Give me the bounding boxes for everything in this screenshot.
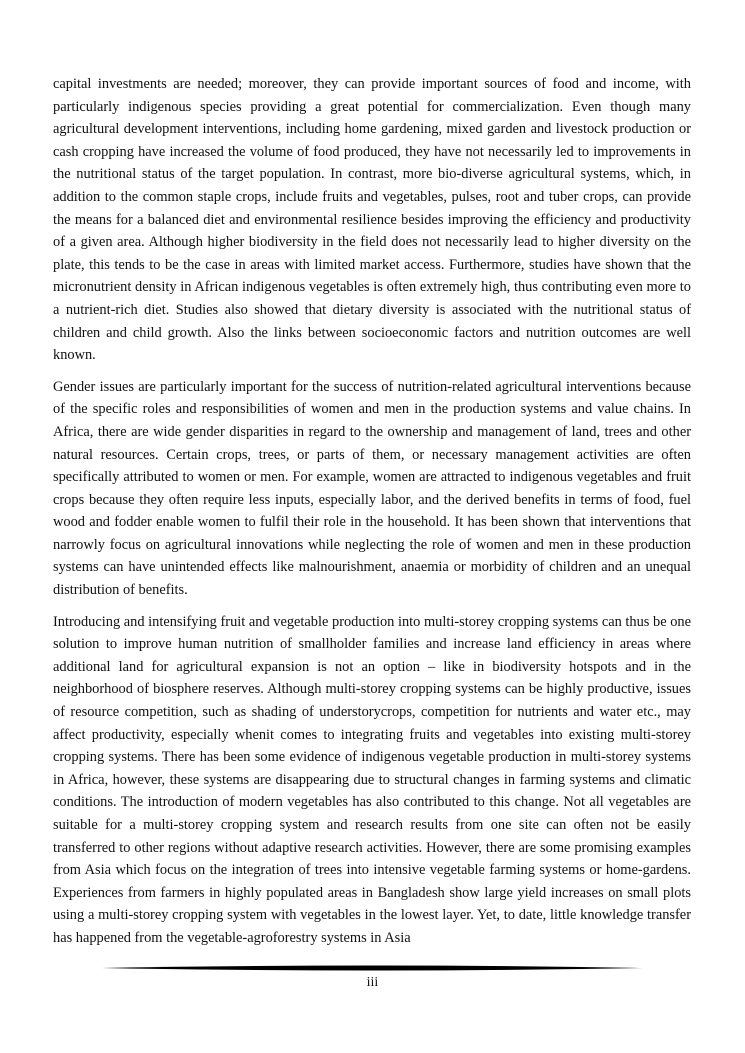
body-text (53, 73, 691, 959)
page-number: iii (366, 975, 379, 990)
paragraph-3: Introducing and intensifying fruit and vegetable production into multi-storey cropping systems can thus be one solution to improve human nutrition of smallholder families and increase land efficiency in areas where additional land for agricultural expansion is not an option – like in biodiversity hotspots and in the neighborhood of biosphere reserves. Although multi-storey cropping systems can be highly productive, issues of resource competition, such as shading of understorycrops, competition for nutrients and water etc., may affect productivity, especially whenit comes to integrating fruits and vegetables into existing multi-storey cropping systems. There has been some evidence of indigenous vegetable production in multi-storey systems in Africa, however, these systems are disappearing due to structural changes in farming systems and climatic conditions. The introduction of modern vegetables has also contributed to this change. Not all vegetables are suitable for a multi-storey cropping system and research results from one site can often not be easily transferred to other regions without adaptive research activities. However, there are some promising examples from Asia which focus on the integration of trees into intensive vegetable farming systems or home-gardens. Experiences from farmers in highly populated areas in Bangladesh show large yield increases on small plots using a multi-storey cropping system with vegetables in the lowest layer. Yet, to date, little knowledge transfer has happened from the vegetable-agroforestry systems in Asia (53, 613, 691, 946)
paragraph-2: Gender issues are particularly important for the success of nutrition-related agricultural interventions because of the specific roles and responsibilities of women and men in the production systems and value chains. In Africa, there are wide gender disparities in regard to the ownership and management of land, trees and other natural resources. Certain crops, trees, or parts of them, or necessary management activities are often specifically attributed to women or men. For example, women are attracted to indigenous vegetables and fruit crops because they often require less inputs, especially labor, and the derived benefits in terms of food, fuel wood and fodder enable women to fulfil their role in the household. It has been shown that interventions that narrowly focus on agricultural innovations while neglecting the role of women and men in these production systems can have unintended effects like malnourishment, anaemia or morbidity of children and an unequal distribution of benefits. (53, 378, 691, 599)
footer-rule-swell (102, 966, 642, 971)
paragraph-1: capital investments are needed; moreover, they can provide important sources of food and income, with particularly indigenous species providing a great potential for commercialization. Even though many agricultural development interventions, including home gardening, mixed garden and livestock production or cash cropping have increased the volume of food produced, they have not necessarily led to improvements in the nutritional status of the target population. In contrast, more bio-diverse agricultural systems, which, in addition to the common staple crops, include fruits and vegetables, pulses, root and tuber crops, can provide the means for a balanced diet and environmental resilience besides improving the efficiency and productivity of a given area. Although higher biodiversity in the field does not necessarily lead to higher diversity on the plate, this tends to be the case in areas with limited market access. Furthermore, studies have shown that the micronutrient density in African indigenous vegetables is often extremely high, thus contributing even more to a nutrient-rich diet. Studies also showed that dietary diversity is associated with the nutritional status of children and child growth. Also the links between socioeconomic factors and nutrition outcomes are well known. (53, 76, 691, 364)
footer-rule (102, 964, 642, 972)
